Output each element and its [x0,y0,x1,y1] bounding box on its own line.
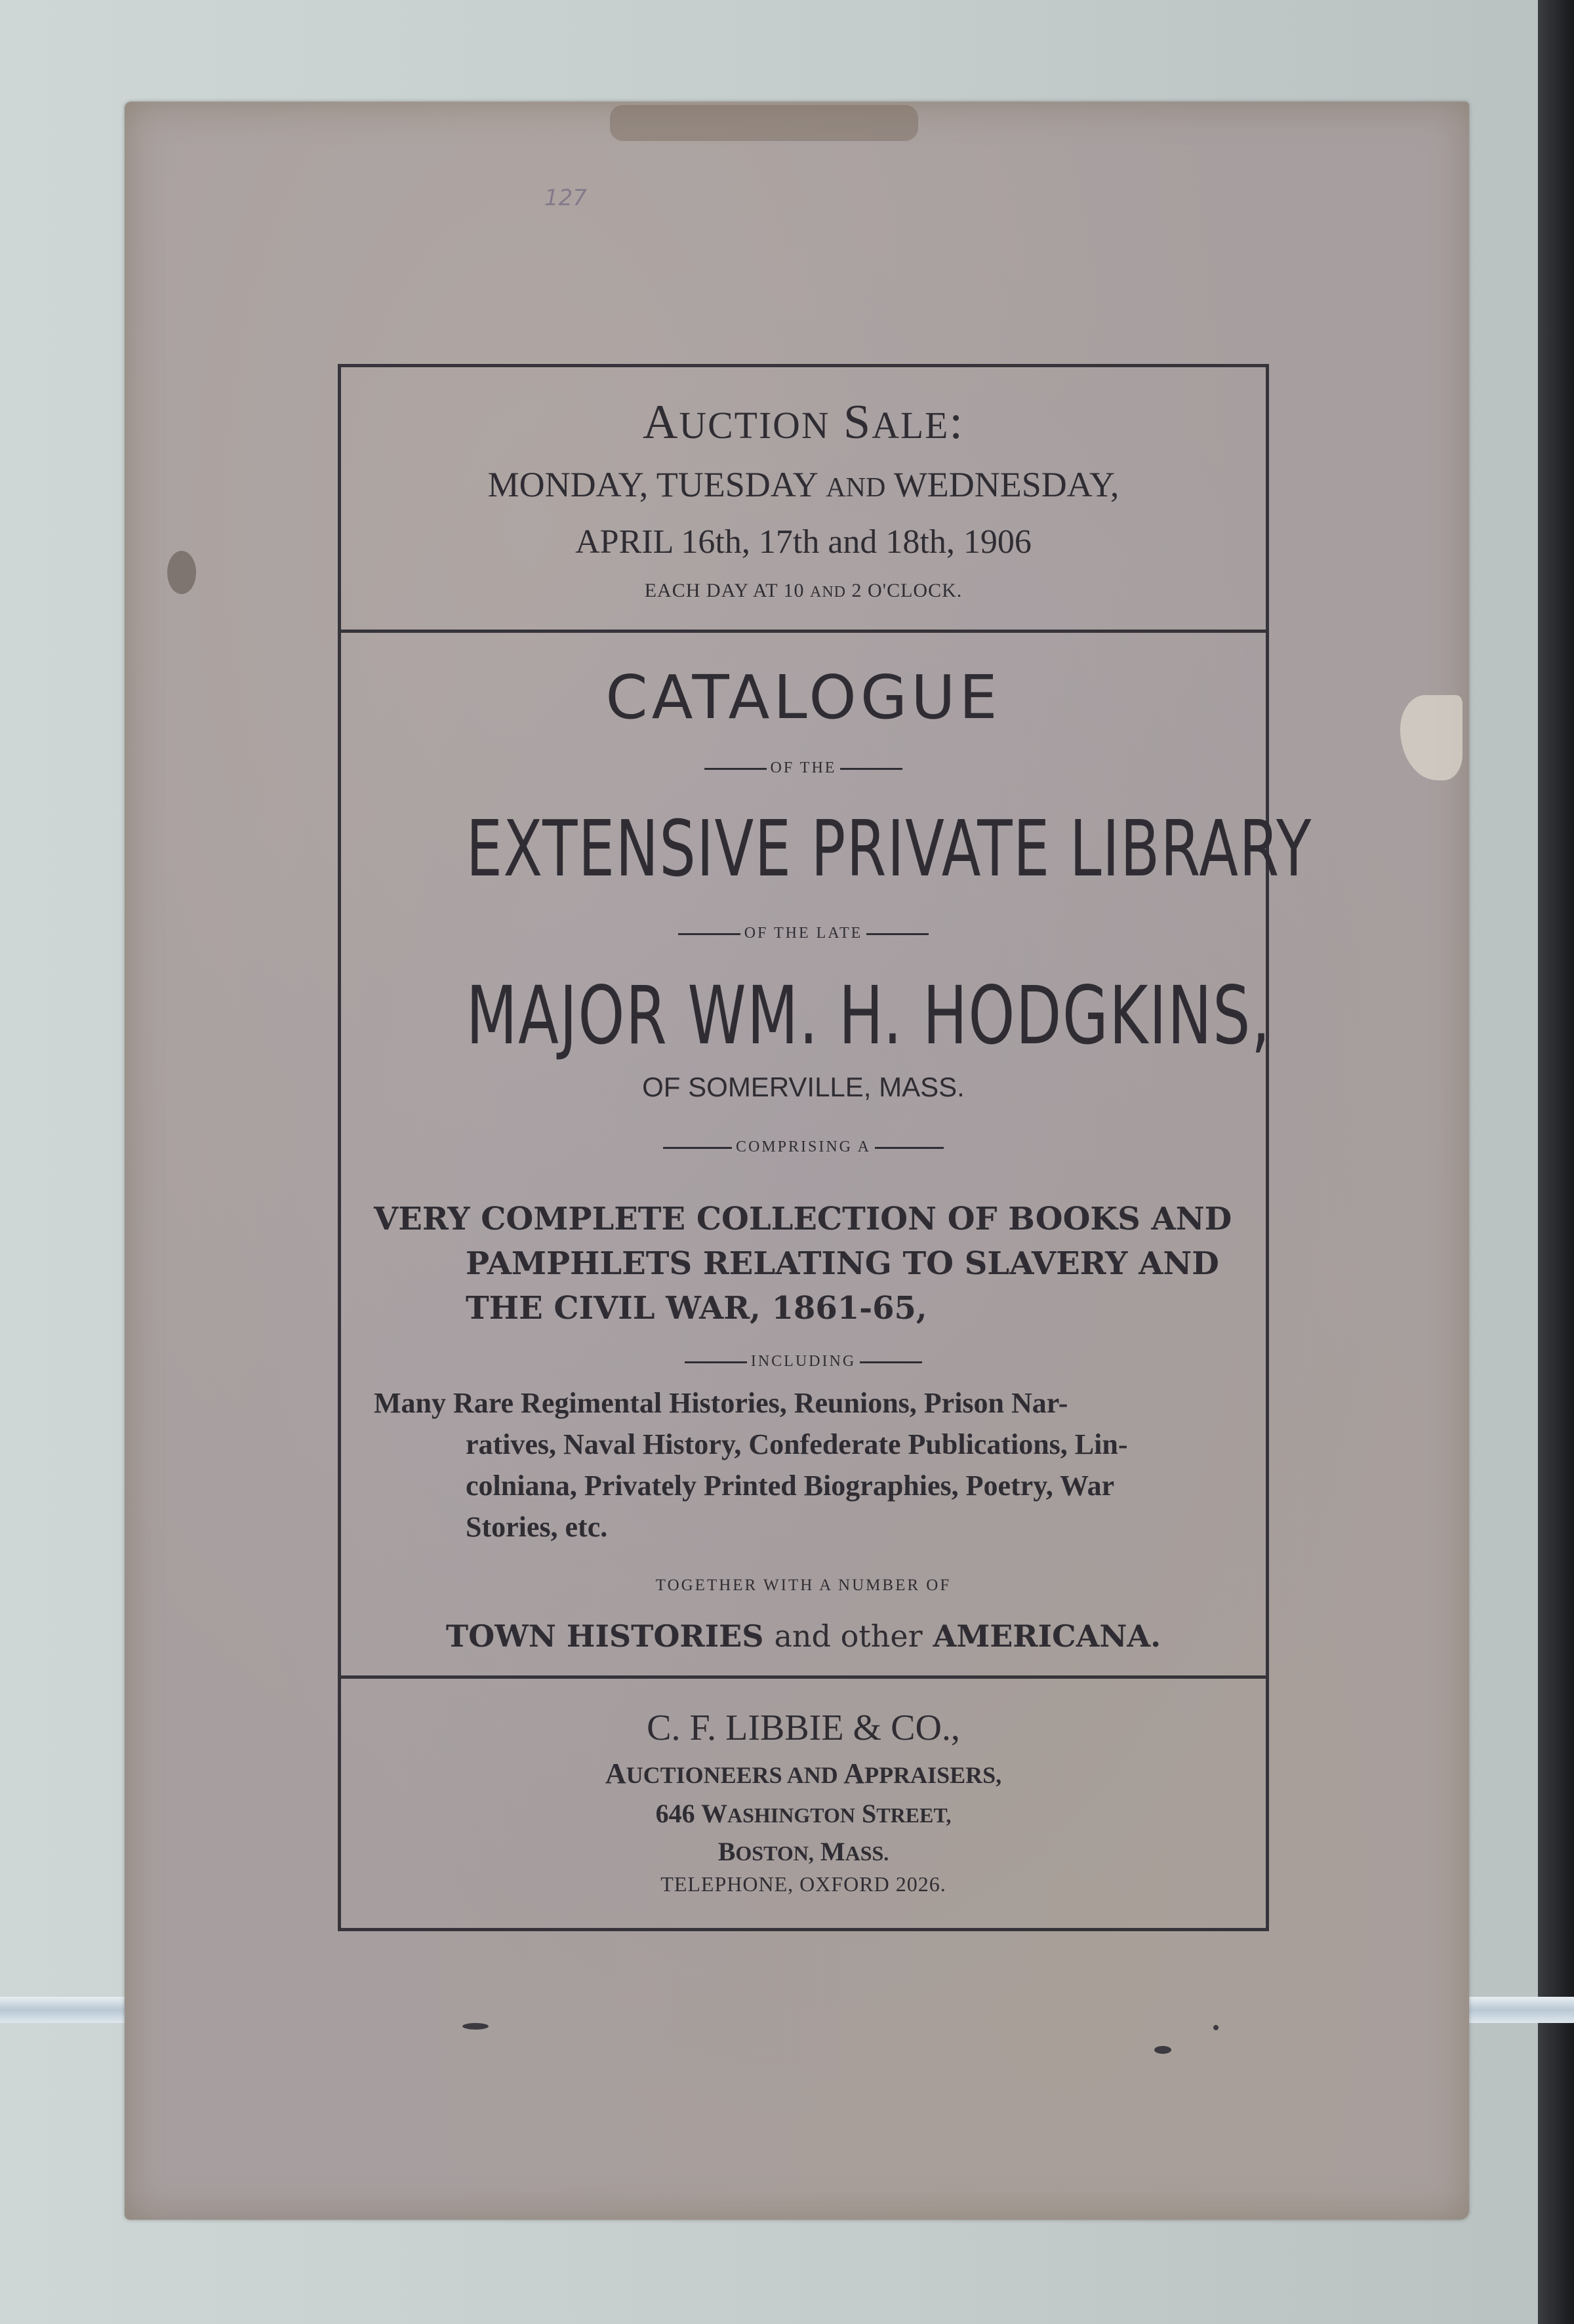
contents-description [374,1382,1240,1548]
days-and: AND [826,473,886,503]
rule-right [866,933,929,935]
role-rest: PPRAISERS, [864,1762,1002,1788]
catalogue-title: CATALOGUE [605,662,1001,732]
collection-line: THE CIVIL WAR, 1861-65, [466,1290,927,1327]
firm-street [348,1798,1259,1829]
rule-right [875,1147,944,1149]
rule-left [663,1147,732,1149]
collection-line: PAMPHLETS RELATING TO SLAVERY AND [466,1245,1219,1282]
rule-right [860,1361,922,1363]
role-rest: UCTIONEERS AND [626,1762,838,1788]
contents-line: colniana, Privately Printed Biographies, Poetry, War [466,1470,1115,1502]
role-initial: A [843,1757,865,1790]
auction-initial: A [643,395,679,449]
top-wear-mark [610,105,918,141]
owner-name: MAJOR WM. H. HODGKINS, [466,969,1272,1062]
and-other: and other [774,1618,923,1654]
rule-right [840,768,902,770]
city-initial: B [717,1837,736,1866]
collection-description [374,1197,1240,1331]
ink-speck [462,2023,489,2030]
city-rest: OSTON, [735,1841,814,1865]
sale-initial: S [843,395,872,449]
time-part-1: EACH DAY AT 10 [644,580,805,601]
days-part-2: WEDNESDAY, [893,465,1120,504]
stain-mark [167,551,196,594]
connector-of-the-late [348,925,1259,942]
auction-rest: UCTION [679,405,830,447]
sale-dates: APRIL 16th, 17th and 18th, 1906 [575,523,1032,561]
connector-of-the [348,759,1259,777]
heading-colon: : [949,395,964,449]
auction-sale-heading [348,395,1259,451]
library-title: EXTENSIVE PRIVATE LIBRARY [466,803,1312,894]
connector-text: INCLUDING [750,1353,857,1370]
contents-line: Many Rare Regimental Histories, Reunions, Prison Nar- [374,1387,1068,1419]
contents-line: Stories, etc. [466,1511,608,1543]
firm-role [348,1757,1259,1790]
connector-comprising [348,1138,1259,1156]
together-with: TOGETHER WITH A NUMBER OF [655,1576,952,1594]
sale-time [348,580,1259,602]
connector-text: OF THE LATE [744,925,863,942]
rule-left [685,1361,747,1363]
contents-line: ratives, Naval History, Confederate Publications, Lin- [466,1428,1128,1460]
street-number: 646 W [655,1799,727,1828]
firm-name: C. F. LIBBIE & CO., [647,1708,960,1748]
connector-text: COMPRISING A [735,1138,872,1155]
collection-line: VERY COMPLETE COLLECTION OF BOOKS AND [374,1201,1232,1237]
pencil-note: 127 [544,185,587,211]
town-histories: TOWN HISTORIES [445,1618,764,1654]
firm-telephone: TELEPHONE, OXFORD 2026. [660,1872,946,1896]
scanner-dark-edge [1538,0,1574,2324]
time-part-2: 2 O'CLOCK. [851,580,963,601]
firm-city [348,1836,1259,1867]
sale-rest: ALE [872,405,950,447]
sale-days [348,464,1259,505]
town-histories-line [348,1618,1259,1654]
frame-divider-top [338,630,1269,633]
state-initial: M [813,1837,845,1866]
days-part-1: MONDAY, TUESDAY [487,465,817,504]
americana: AMERICANA. [933,1618,1161,1654]
connector-including [348,1353,1259,1371]
connector-text: OF THE [770,759,837,776]
role-initial: A [605,1757,626,1790]
rule-left [678,933,740,935]
street-end: TREET, [876,1803,952,1827]
owner-town: OF SOMERVILLE, MASS. [642,1072,965,1102]
frame-divider-bottom [338,1675,1269,1679]
street-initial: S [855,1799,877,1828]
rule-left [704,768,767,770]
time-and: AND [810,584,846,601]
street-rest: ASHINGTON [727,1803,855,1827]
ink-speck [1154,2046,1171,2054]
state-rest: ASS. [845,1841,889,1865]
ink-speck [1213,2025,1219,2030]
